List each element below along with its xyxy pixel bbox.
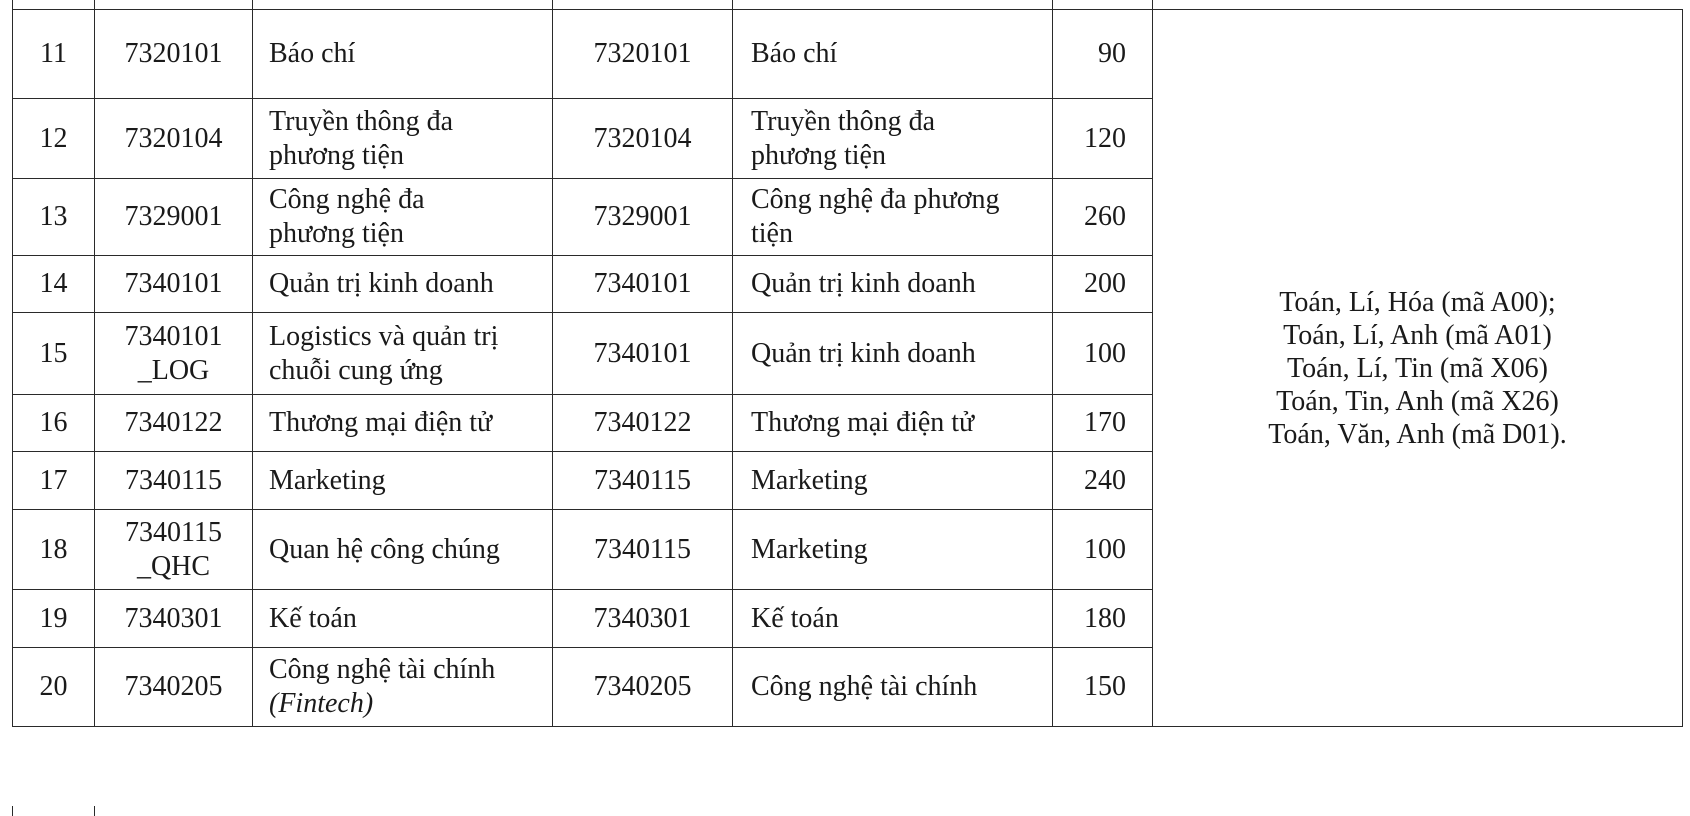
program-name-text: Công nghệ tài chính <box>269 654 496 685</box>
subject-combinations-text: Toán, Lí, Hóa (mã A00); <box>1279 286 1556 318</box>
program-code-text: 7320104 <box>124 122 223 154</box>
major-code <box>553 648 733 727</box>
program-code <box>95 648 253 727</box>
program-name-text: chuỗi cung ứng <box>269 354 443 386</box>
program-code-text: 7340101 <box>124 320 223 352</box>
program-code-text: 7340301 <box>124 602 223 634</box>
major-name <box>733 510 1053 590</box>
program-code <box>95 395 253 452</box>
quota-value <box>1053 10 1153 99</box>
program-code <box>95 313 253 395</box>
major-name <box>733 648 1053 727</box>
program-code <box>95 99 253 179</box>
major-name-text: Truyền thông đa <box>751 105 936 137</box>
subject-combinations-text: Toán, Văn, Anh (mã D01). <box>1268 418 1567 450</box>
row-number <box>13 10 95 99</box>
quota-value <box>1053 395 1153 452</box>
major-name <box>733 395 1053 452</box>
program-name-text: Logistics và quản trị <box>269 320 499 352</box>
subject-combinations-text: Toán, Lí, Anh (mã A01) <box>1283 319 1552 351</box>
program-name-text: Thương mại điện tử <box>269 407 493 438</box>
major-name-text: phương tiện <box>751 139 886 171</box>
program-code <box>95 452 253 510</box>
major-code <box>553 313 733 395</box>
major-code <box>553 179 733 256</box>
major-code-text: 7340115 <box>594 464 691 496</box>
major-code <box>553 10 733 99</box>
program-name-text: Quan hệ công chúng <box>269 533 500 565</box>
program-name <box>253 452 553 510</box>
major-name-text: Báo chí <box>751 38 838 69</box>
major-name <box>733 256 1053 313</box>
major-name-text: Quản trị kinh doanh <box>751 268 976 299</box>
program-name-text: Công nghệ đa <box>269 184 425 215</box>
program-name <box>253 256 553 313</box>
row-number-text: 15 <box>39 337 68 369</box>
program-code-text: 7329001 <box>124 201 223 232</box>
row-number <box>13 648 95 727</box>
program-name-text: phương tiện <box>269 139 404 171</box>
major-code-text: 7340115 <box>594 533 691 565</box>
row-number-text: 19 <box>39 602 68 634</box>
row-number <box>13 590 95 648</box>
quota-value-text: 100 <box>1084 533 1126 565</box>
program-name-text: Quản trị kinh doanh <box>269 268 494 299</box>
row-number-text: 17 <box>39 464 68 496</box>
major-name-text: tiện <box>751 218 793 249</box>
program-name <box>253 590 553 648</box>
program-name <box>253 179 553 256</box>
row-number <box>13 452 95 510</box>
subject-combinations-text: Toán, Lí, Tin (mã X06) <box>1287 352 1548 384</box>
program-code-text: 7340115 <box>125 516 222 548</box>
program-code-text: 7340205 <box>124 671 223 702</box>
major-code-text: 7329001 <box>593 201 692 232</box>
major-code-text: 7340101 <box>593 268 692 299</box>
quota-value-text: 240 <box>1084 464 1126 496</box>
quota-value <box>1053 313 1153 395</box>
major-name <box>733 590 1053 648</box>
major-code-text: 7320104 <box>593 122 692 154</box>
quota-value <box>1053 99 1153 179</box>
quota-value-text: 260 <box>1084 201 1126 232</box>
row-number-text: 18 <box>39 533 68 565</box>
row-number-text: 20 <box>39 671 68 702</box>
major-name-text: Marketing <box>751 533 868 565</box>
major-code <box>553 590 733 648</box>
subject-combinations <box>1153 10 1683 727</box>
row-number <box>13 313 95 395</box>
row-number-text: 14 <box>39 268 68 299</box>
major-name-text: Thương mại điện tử <box>751 407 975 438</box>
row-number <box>13 395 95 452</box>
major-code-text: 7340301 <box>593 602 692 634</box>
program-name <box>253 313 553 395</box>
major-code <box>553 395 733 452</box>
program-name-text: Báo chí <box>269 38 356 69</box>
major-name <box>733 179 1053 256</box>
major-code <box>553 99 733 179</box>
quota-value-text: 180 <box>1084 602 1126 634</box>
program-code <box>95 590 253 648</box>
row-number <box>13 256 95 313</box>
quota-value <box>1053 179 1153 256</box>
major-name <box>733 99 1053 179</box>
major-name-text: Công nghệ tài chính <box>751 671 978 702</box>
program-code-text: 7340122 <box>124 407 223 438</box>
previous-rows-edge <box>12 0 1682 9</box>
program-name <box>253 99 553 179</box>
table-body <box>13 10 1683 727</box>
row-number-text: 12 <box>39 122 68 154</box>
quota-value <box>1053 648 1153 727</box>
program-name-text: Marketing <box>269 464 386 496</box>
subject-combinations-text: Toán, Tin, Anh (mã X26) <box>1276 385 1559 417</box>
program-code <box>95 256 253 313</box>
major-name <box>733 10 1053 99</box>
quota-value-text: 200 <box>1084 268 1126 299</box>
program-code-text: 7340115 <box>125 464 222 496</box>
quota-value-text: 120 <box>1084 122 1126 154</box>
program-name-text: phương tiện <box>269 218 404 249</box>
major-code <box>553 256 733 313</box>
quota-value-text: 170 <box>1084 407 1126 438</box>
row-number <box>13 99 95 179</box>
row-number-text: 11 <box>40 38 67 69</box>
table-row <box>13 10 1683 99</box>
quota-value <box>1053 590 1153 648</box>
quota-value <box>1053 452 1153 510</box>
row-number <box>13 179 95 256</box>
program-code <box>95 10 253 99</box>
quota-value-text: 150 <box>1084 671 1126 702</box>
program-code-text: _LOG <box>137 354 210 386</box>
quota-value-text: 90 <box>1098 38 1126 69</box>
major-code <box>553 510 733 590</box>
major-name-text: Công nghệ đa phương <box>751 184 1000 215</box>
major-code-text: 7340101 <box>593 337 692 369</box>
next-rows-edge <box>12 806 1682 816</box>
program-code-text: 7320101 <box>124 38 223 69</box>
program-code-text: 7340101 <box>124 268 223 299</box>
program-code-text: _QHC <box>136 550 211 582</box>
major-name <box>733 452 1053 510</box>
row-number-text: 16 <box>39 407 68 438</box>
quota-value <box>1053 510 1153 590</box>
quota-value-text: 100 <box>1084 337 1126 369</box>
program-name <box>253 395 553 452</box>
program-name-text: Truyền thông đa <box>269 105 454 137</box>
major-code <box>553 452 733 510</box>
major-name <box>733 313 1053 395</box>
program-name-text: (Fintech) <box>269 688 374 719</box>
admission-quota-table <box>12 9 1683 727</box>
major-code-text: 7340122 <box>593 407 692 438</box>
program-code <box>95 179 253 256</box>
row-number-text: 13 <box>39 201 68 232</box>
major-name-text: Marketing <box>751 464 868 496</box>
major-code-text: 7320101 <box>593 38 692 69</box>
program-name <box>253 510 553 590</box>
program-code <box>95 510 253 590</box>
major-code-text: 7340205 <box>593 671 692 702</box>
quota-value <box>1053 256 1153 313</box>
major-name-text: Kế toán <box>751 602 839 634</box>
program-name <box>253 10 553 99</box>
row-number <box>13 510 95 590</box>
major-name-text: Quản trị kinh doanh <box>751 337 976 369</box>
program-name-text: Kế toán <box>269 602 357 634</box>
program-name <box>253 648 553 727</box>
